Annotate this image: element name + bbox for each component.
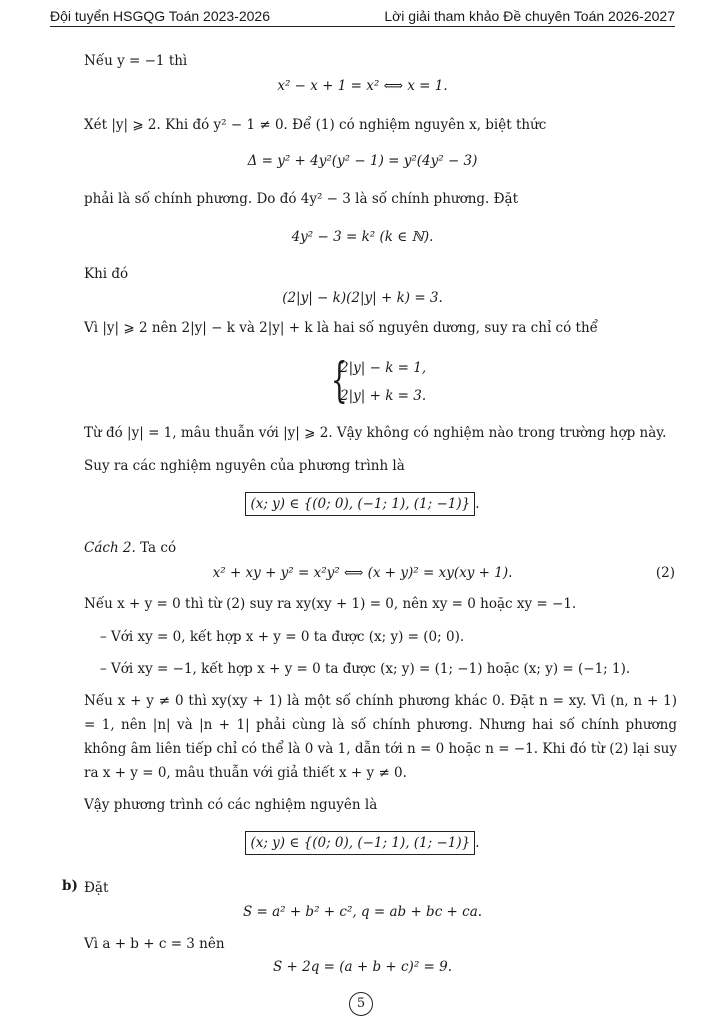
page-number: 5	[349, 992, 373, 1016]
boxed-answer-row: (x; y) ∈ {(0; 0), (−1; 1), (1; −1)} .	[0, 492, 725, 516]
running-header	[50, 6, 675, 27]
text-line: Suy ra các nghiệm nguyên của phương trình là	[84, 458, 405, 474]
equation: 4y² − 3 = k² (k ∈ ℕ).	[291, 229, 434, 245]
equation: x² + xy + y² = x²y² ⟺ (x + y)² = xy(xy + 1).	[212, 565, 513, 581]
text-line: Xét |y| ⩾ 2. Khi đó y² − 1 ≠ 0. Để (1) có nghiệm nguyên x, biệt thức	[84, 117, 547, 133]
equation: x² − x + 1 = x² ⟺ x = 1.	[277, 78, 448, 94]
text-line: Khi đó	[84, 266, 129, 282]
text-line: Vì |y| ⩾ 2 nên 2|y| − k và 2|y| + k là hai số nguyên dương, suy ra chỉ có thể	[84, 320, 598, 336]
header-right: Lời giải tham khảo Đề chuyên Toán 2026-2027	[384, 8, 675, 24]
text-line: Nếu y = −1 thì	[84, 53, 188, 69]
text-line: Từ đó |y| = 1, mâu thuẫn với |y| ⩾ 2. Vậy không có nghiệm nào trong trường hợp này.	[84, 425, 667, 441]
list-item: – Với xy = 0, kết hợp x + y = 0 ta được (x; y) = (0; 0).	[100, 629, 465, 645]
boxed-answer-row: (x; y) ∈ {(0; 0), (−1; 1), (1; −1)} .	[0, 831, 725, 855]
equation-system	[330, 354, 530, 410]
text-line: Đặt	[84, 880, 109, 896]
equation: (2|y| − k)(2|y| + k) = 3.	[282, 290, 443, 306]
text-line: Vậy phương trình có các nghiệm nguyên là	[84, 797, 378, 813]
header-left: Đội tuyển HSGQG Toán 2023-2026	[50, 8, 270, 24]
method-text: Ta có	[135, 540, 177, 556]
list-item: – Với xy = −1, kết hợp x + y = 0 ta được (x; y) = (1; −1) hoặc (x; y) = (−1; 1).	[100, 661, 631, 677]
paragraph: Nếu x + y ≠ 0 thì xy(xy + 1) là một số chính phương khác 0. Đặt n = xy. Vì (n, n + 1) = 1, nên |n| và |n + 1| phải cùng là số chính phương. Nhưng hai số chính phương không âm liên tiếp chỉ có thể là 0 và 1, dẫn tới n = 0 hoặc n = −1. Khi đó từ (2) lại suy ra x + y = 0, mâu thuẫn với giả thiết x + y ≠ 0.	[84, 693, 677, 781]
equation-number: (2)	[655, 565, 675, 581]
boxed-answer: (x; y) ∈ {(0; 0), (−1; 1), (1; −1)}	[245, 831, 475, 855]
text-line: Vì a + b + c = 3 nên	[84, 936, 225, 952]
text-line: Nếu x + y = 0 thì từ (2) suy ra xy(xy + 1) = 0, nên xy = 0 hoặc xy = −1.	[84, 596, 577, 612]
method-label: Cách 2.	[84, 540, 136, 556]
text-line	[84, 538, 677, 558]
system-line: 2|y| − k = 1,	[340, 360, 427, 376]
section-label: b)	[62, 878, 78, 894]
equation: S = a² + b² + c², q = ab + bc + ca.	[242, 904, 483, 920]
boxed-answer: (x; y) ∈ {(0; 0), (−1; 1), (1; −1)}	[245, 492, 475, 516]
text-line: phải là số chính phương. Do đó 4y² − 3 là số chính phương. Đặt	[84, 191, 519, 207]
equation: Δ = y² + 4y²(y² − 1) = y²(4y² − 3)	[247, 153, 478, 169]
system-line: 2|y| + k = 3.	[340, 388, 427, 404]
equation: S + 2q = (a + b + c)² = 9.	[272, 959, 453, 975]
brace-glyph: {	[330, 352, 348, 408]
